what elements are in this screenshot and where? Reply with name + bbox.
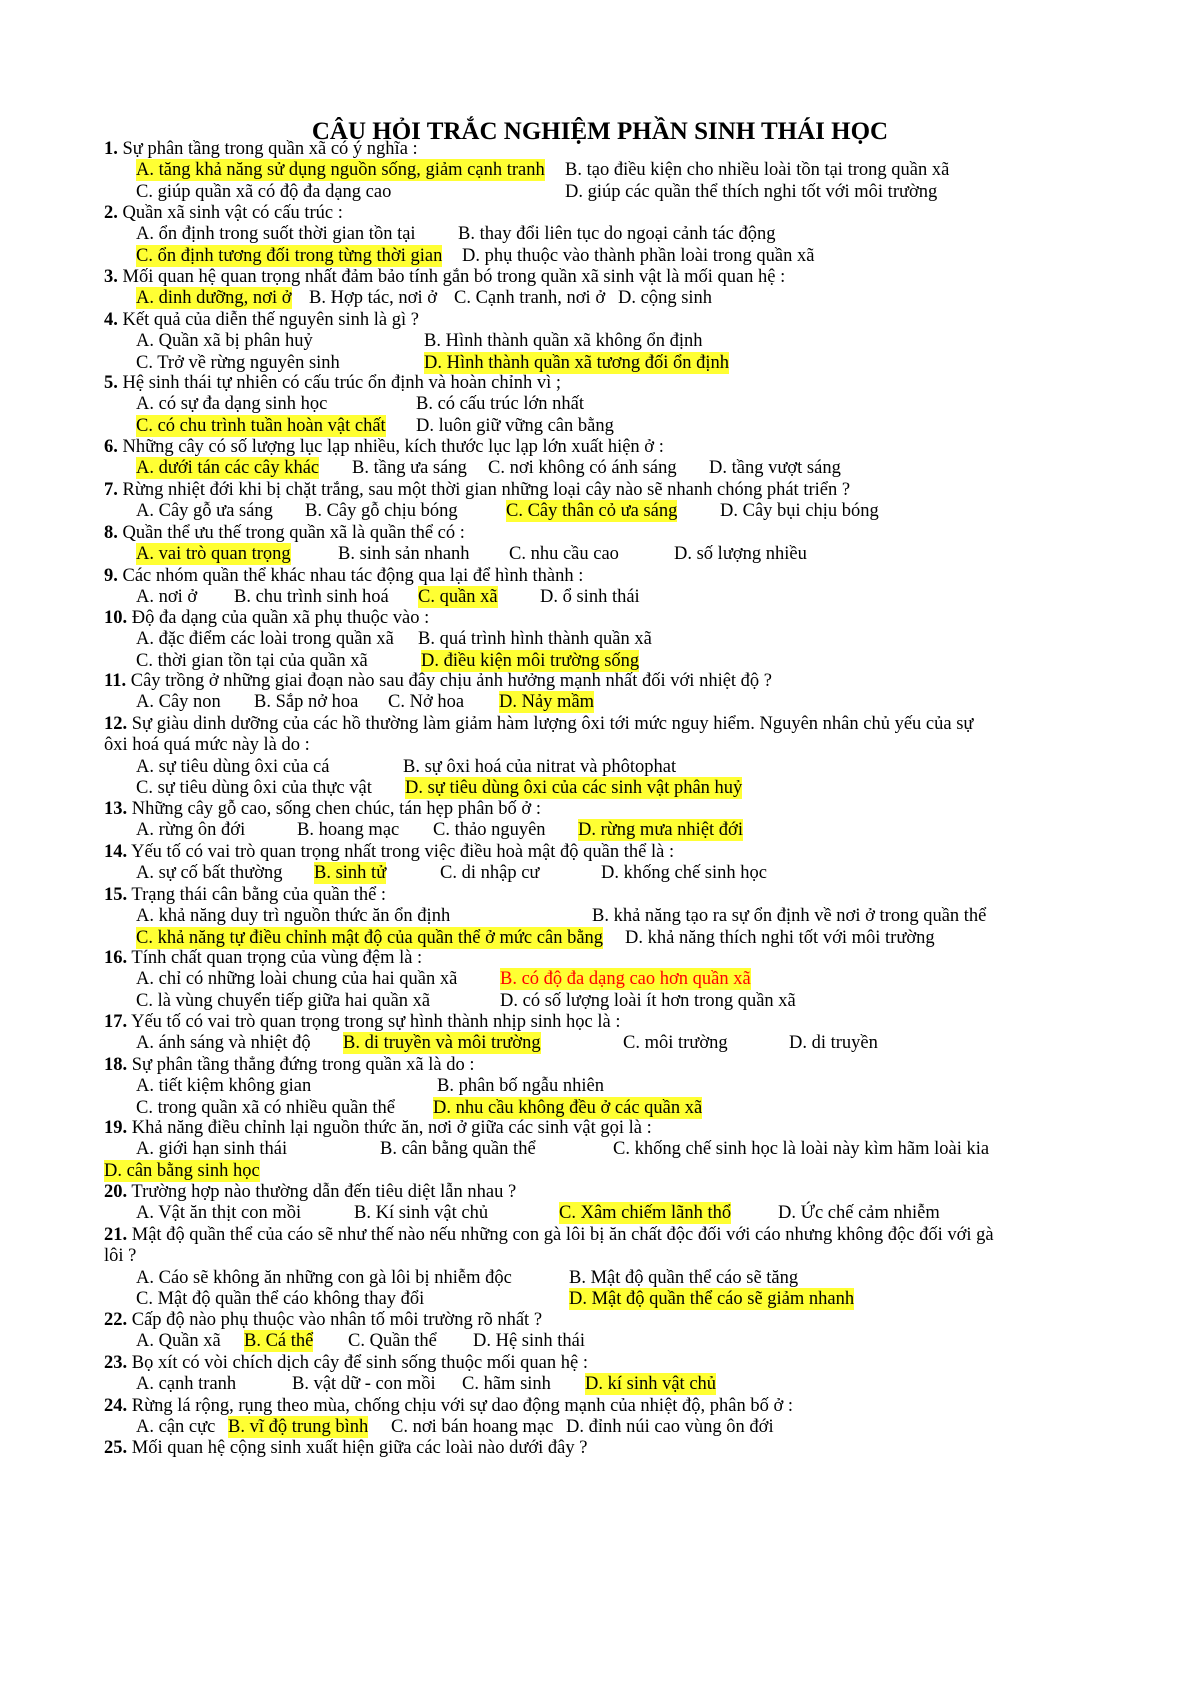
answer-option-highlighted: C. Xâm chiếm lãnh thổ: [559, 1203, 732, 1224]
question-text: Khả năng điều chỉnh lại nguồn thức ăn, nơi ở giữa các sinh vật gọi là :: [131, 1118, 652, 1138]
document-title: CÂU HỎI TRẮC NGHIỆM PHẦN SINH THÁI HỌC: [311, 118, 889, 145]
answer-option-highlighted: B. sinh tử: [314, 863, 387, 884]
question-number: 18.: [104, 1055, 128, 1075]
question-number: 13.: [104, 799, 128, 819]
question-16: [104, 947, 422, 969]
answer-option: C. khống chế sinh học là loài này kìm hãm loài kia: [613, 1139, 990, 1160]
answer-option: C. nơi bán hoang mạc: [391, 1417, 554, 1438]
question-text: Các nhóm quần thể khác nhau tác động qua lại để hình thành :: [122, 566, 584, 586]
answer-option: D. đỉnh núi cao vùng ôn đới: [566, 1417, 774, 1438]
answer-option: D. cộng sinh: [618, 288, 713, 309]
answer-option: C. trong quần xã có nhiều quần thể: [136, 1097, 395, 1118]
question-number: 17.: [104, 1012, 128, 1032]
answer-option-highlighted: C. Cây thân cỏ ưa sáng: [506, 501, 678, 522]
answer-option-highlighted: D. cân bằng sinh học: [104, 1160, 260, 1181]
answer-option: C. Cạnh tranh, nơi ở: [454, 288, 606, 309]
answer-option: A. rừng ôn đới: [136, 820, 246, 841]
question-10: [104, 607, 429, 629]
answer-option-highlighted: B. vĩ độ trung bình: [228, 1417, 369, 1438]
answer-option: D. Cây bụi chịu bóng: [720, 501, 879, 522]
question-number: 4.: [104, 310, 118, 330]
question-14: [104, 841, 674, 863]
answer-option: D. số lượng nhiều: [674, 544, 807, 565]
answer-option-highlighted: C. có chu trình tuần hoàn vật chất: [136, 415, 386, 436]
answer-option: B. vật dữ - con mồi: [292, 1374, 436, 1395]
answer-option-highlighted: A. dinh dưỡng, nơi ở: [136, 288, 292, 309]
answer-option: A. tiết kiệm không gian: [136, 1076, 312, 1097]
question-22: [104, 1309, 542, 1331]
question-text-continued: lôi ?: [104, 1246, 137, 1267]
answer-option: B. sinh sản nhanh: [338, 544, 470, 565]
answer-option-highlighted: D. kí sinh vật chủ: [585, 1374, 717, 1395]
answer-option: C. nhu cầu cao: [509, 544, 619, 565]
answer-option: B. tạo điều kiện cho nhiều loài tồn tại trong quần xã: [565, 160, 950, 181]
answer-option: A. sự tiêu dùng ôxi của cá: [136, 756, 330, 777]
answer-option: C. Mật độ quần thể cáo không thay đổi: [136, 1289, 425, 1310]
answer-option: B. thay đổi liên tục do ngoại cảnh tác động: [458, 224, 776, 245]
answer-option: A. ánh sáng và nhiệt độ: [136, 1033, 311, 1054]
question-number: 2.: [104, 203, 118, 223]
question-12: [104, 713, 973, 735]
answer-option-highlighted: A. vai trò quan trọng: [136, 544, 291, 565]
answer-option-highlighted: B. có độ đa dạng cao hơn quần xã: [500, 969, 751, 990]
question-number: 23.: [104, 1353, 128, 1373]
question-number: 22.: [104, 1310, 128, 1330]
answer-option: A. giới hạn sinh thái: [136, 1139, 288, 1160]
question-number: 15.: [104, 885, 128, 905]
answer-option: D. Ức chế cảm nhiễm: [778, 1203, 940, 1224]
answer-option: B. Hợp tác, nơi ở: [309, 288, 438, 309]
question-number: 21.: [104, 1225, 128, 1245]
question-text: Quần thể ưu thế trong quần xã là quần thể có :: [122, 523, 465, 543]
answer-option-highlighted: C. quần xã: [418, 587, 498, 608]
question-text: Độ đa dạng của quần xã phụ thuộc vào :: [131, 608, 430, 628]
answer-option: B. khả năng tạo ra sự ổn định về nơi ở trong quần thể: [592, 906, 987, 927]
question-text: Cây trồng ở những giai đoạn nào sau đây chịu ảnh hưởng mạnh nhất đối với nhiệt độ ?: [130, 671, 773, 691]
answer-option: C. hãm sinh: [462, 1374, 551, 1395]
answer-option: C. Quần thể: [348, 1331, 437, 1352]
question-text: Tính chất quan trọng của vùng đệm là :: [131, 948, 423, 968]
question-5: [104, 372, 561, 394]
question-text: Rừng nhiệt đới khi bị chặt trắng, sau một thời gian những loại cây nào sẽ nhanh chóng phát triển ?: [122, 480, 851, 500]
answer-option-highlighted: B. di truyền và môi trường: [343, 1033, 541, 1054]
answer-option: A. cạnh tranh: [136, 1374, 237, 1395]
answer-option: D. có số lượng loài ít hơn trong quần xã: [500, 990, 796, 1011]
question-number: 24.: [104, 1396, 128, 1416]
answer-option: A. Cây gỗ ưa sáng: [136, 501, 273, 522]
question-text-continued: ôxi hoá quá mức này là do :: [104, 735, 310, 756]
answer-option-highlighted: D. sự tiêu dùng ôxi của các sinh vật phân huỷ: [405, 778, 743, 799]
answer-option: A. Cáo sẽ không ăn những con gà lôi bị nhiễm độc: [136, 1267, 512, 1288]
answer-option-highlighted: D. Hình thành quần xã tương đối ổn định: [424, 352, 729, 373]
question-18: [104, 1054, 474, 1076]
answer-option: B. hoang mạc: [297, 820, 400, 841]
question-number: 3.: [104, 267, 118, 287]
answer-option: C. thời gian tồn tại của quần xã: [136, 650, 368, 671]
answer-option-highlighted: A. dưới tán các cây khác: [136, 458, 320, 479]
answer-option: C. di nhập cư: [440, 863, 540, 884]
answer-option-highlighted: D. điều kiện môi trường sống: [421, 650, 640, 671]
answer-option: A. ổn định trong suốt thời gian tồn tại: [136, 224, 416, 245]
answer-option: A. Cây non: [136, 692, 221, 713]
answer-option: C. Trở về rừng nguyên sinh: [136, 352, 340, 373]
answer-option: A. Quần xã bị phân huỷ: [136, 331, 313, 352]
question-7: [104, 479, 850, 501]
question-17: [104, 1011, 621, 1033]
answer-option: D. khả năng thích nghi tốt với môi trường: [625, 927, 935, 948]
answer-option-highlighted: C. ổn định tương đối trong từng thời gian: [136, 245, 443, 266]
answer-option: D. Hệ sinh thái: [473, 1331, 586, 1352]
question-13: [104, 798, 541, 820]
answer-option: A. đặc điểm các loài trong quần xã: [136, 629, 394, 650]
question-number: 5.: [104, 373, 118, 393]
answer-option-highlighted: D. Mật độ quần thể cáo sẽ giảm nhanh: [569, 1289, 855, 1310]
answer-option: A. sự cố bất thường: [136, 863, 283, 884]
question-number: 6.: [104, 437, 118, 457]
answer-option: B. Sắp nở hoa: [254, 692, 359, 713]
question-number: 7.: [104, 480, 118, 500]
answer-option: B. cân bằng quần thể: [380, 1139, 536, 1160]
question-text: Bọ xít có vòi chích dịch cây để sinh sống thuộc mối quan hệ :: [131, 1353, 588, 1373]
question-text: Cấp độ nào phụ thuộc vào nhân tố môi trường rõ nhất ?: [131, 1310, 543, 1330]
answer-option-highlighted: D. nhu cầu không đều ở các quần xã: [433, 1097, 703, 1118]
answer-option: C. Nở hoa: [388, 692, 465, 713]
answer-option: D. di truyền: [789, 1033, 878, 1054]
question-number: 8.: [104, 523, 118, 543]
answer-option: B. có cấu trúc lớn nhất: [416, 394, 585, 415]
answer-option: B. sự ôxi hoá của nitrat và phôtophat: [403, 756, 677, 777]
question-4: [104, 309, 419, 331]
question-number: 10.: [104, 608, 128, 628]
answer-option: C. môi trường: [623, 1033, 728, 1054]
answer-option: D. giúp các quần thể thích nghi tốt với môi trường: [565, 181, 938, 202]
answer-option: A. nơi ở: [136, 587, 198, 608]
question-6: [104, 436, 664, 458]
answer-option: A. cận cực: [136, 1417, 216, 1438]
question-number: 11.: [104, 671, 127, 691]
question-number: 1.: [104, 139, 118, 159]
question-8: [104, 522, 465, 544]
answer-option: A. có sự đa dạng sinh học: [136, 394, 328, 415]
question-15: [104, 884, 386, 906]
question-21: [104, 1224, 994, 1246]
question-number: 12.: [104, 714, 128, 734]
answer-option: C. là vùng chuyển tiếp giữa hai quần xã: [136, 990, 431, 1011]
question-24: [104, 1395, 793, 1417]
question-number: 25.: [104, 1438, 128, 1458]
question-9: [104, 565, 583, 587]
question-text: Mật độ quần thể của cáo sẽ như thế nào nếu những con gà lôi bị ăn chất độc đối với cáo nhưng không độc đối với gà: [131, 1225, 994, 1245]
question-text: Những cây gỗ cao, sống chen chúc, tán hẹp phân bố ở :: [131, 799, 541, 819]
answer-option: D. phụ thuộc vào thành phần loài trong quần xã: [462, 245, 815, 266]
answer-option: B. Mật độ quần thể cáo sẽ tăng: [569, 1267, 799, 1288]
answer-option-highlighted: D. Nảy mầm: [499, 692, 595, 713]
answer-option: B. tầng ưa sáng: [352, 458, 467, 479]
answer-option: C. giúp quần xã có độ đa dạng cao: [136, 181, 392, 202]
answer-option: B. chu trình sinh hoá: [234, 587, 389, 608]
question-text: Quần xã sinh vật có cấu trúc :: [122, 203, 343, 223]
question-text: Sự phân tầng trong quần xã có ý nghĩa :: [122, 139, 418, 159]
answer-option: C. nơi không có ánh sáng: [488, 458, 677, 479]
question-text: Sự giàu dinh dưỡng của các hồ thường làm giảm hàm lượng ôxi tới mức nguy hiểm. Nguyên nhân chủ yếu của sự: [131, 714, 974, 734]
question-text: Mối quan hệ cộng sinh xuất hiện giữa các loài nào dưới đây ?: [131, 1438, 588, 1458]
question-text: Sự phân tầng thẳng đứng trong quần xã là do :: [131, 1055, 475, 1075]
answer-option: C. sự tiêu dùng ôxi của thực vật: [136, 778, 372, 799]
question-text: Yếu tố có vai trò quan trọng nhất trong việc điều hoà mật độ quần thể là :: [131, 842, 675, 862]
question-number: 14.: [104, 842, 128, 862]
question-20: [104, 1181, 516, 1203]
question-2: [104, 202, 343, 224]
question-3: [104, 266, 785, 288]
question-1: [104, 138, 418, 160]
question-11: [104, 670, 772, 692]
answer-option: D. luôn giữ vững cân bằng: [416, 415, 614, 436]
answer-option: B. quá trình hình thành quần xã: [418, 629, 652, 650]
question-text: Kết quả của diễn thế nguyên sinh là gì ?: [122, 310, 419, 330]
answer-option: B. phân bố ngẫu nhiên: [437, 1076, 604, 1097]
question-text: Rừng lá rộng, rụng theo mùa, chống chịu với sự dao động mạnh của nhiệt độ, phân bố ở :: [131, 1396, 794, 1416]
question-text: Mối quan hệ quan trọng nhất đảm bảo tính gắn bó trong quần xã sinh vật là mối quan hệ :: [122, 267, 786, 287]
answer-option: D. khống chế sinh học: [601, 863, 767, 884]
answer-option: B. Cây gỗ chịu bóng: [305, 501, 458, 522]
answer-option: A. Vật ăn thịt con mồi: [136, 1203, 302, 1224]
answer-option: D. tầng vượt sáng: [709, 458, 841, 479]
answer-option: A. khả năng duy trì nguồn thức ăn ổn định: [136, 906, 451, 927]
question-number: 20.: [104, 1182, 128, 1202]
question-text: Những cây có số lượng lục lạp nhiều, kích thước lục lạp lớn xuất hiện ở :: [122, 437, 664, 457]
question-text: Trường hợp nào thường dẫn đến tiêu diệt lẫn nhau ?: [131, 1182, 517, 1202]
question-text: Hệ sinh thái tự nhiên có cấu trúc ổn định và hoàn chỉnh vì ;: [122, 373, 562, 393]
answer-option-highlighted: A. tăng khả năng sử dụng nguồn sống, giảm cạnh tranh: [136, 160, 545, 181]
question-19: [104, 1117, 652, 1139]
question-number: 19.: [104, 1118, 128, 1138]
question-23: [104, 1352, 588, 1374]
answer-option: A. chỉ có những loài chung của hai quần xã: [136, 969, 458, 990]
question-text: Yếu tố có vai trò quan trọng trong sự hình thành nhịp sinh học là :: [131, 1012, 621, 1032]
answer-option-highlighted: C. khả năng tự điều chỉnh mật độ của quần thể ở mức cân bằng: [136, 927, 604, 948]
question-text: Trạng thái cân bằng của quần thể :: [131, 885, 387, 905]
answer-option-highlighted: D. rừng mưa nhiệt đới: [578, 820, 743, 841]
question-number: 16.: [104, 948, 128, 968]
answer-option-highlighted: B. Cá thể: [244, 1331, 314, 1352]
question-25: [104, 1437, 587, 1459]
answer-option: B. Hình thành quần xã không ổn định: [424, 331, 703, 352]
answer-option: B. Kí sinh vật chủ: [354, 1203, 489, 1224]
answer-option: A. Quần xã: [136, 1331, 221, 1352]
question-number: 9.: [104, 566, 118, 586]
answer-option: C. thảo nguyên: [433, 820, 546, 841]
answer-option: D. ổ sinh thái: [540, 587, 640, 608]
